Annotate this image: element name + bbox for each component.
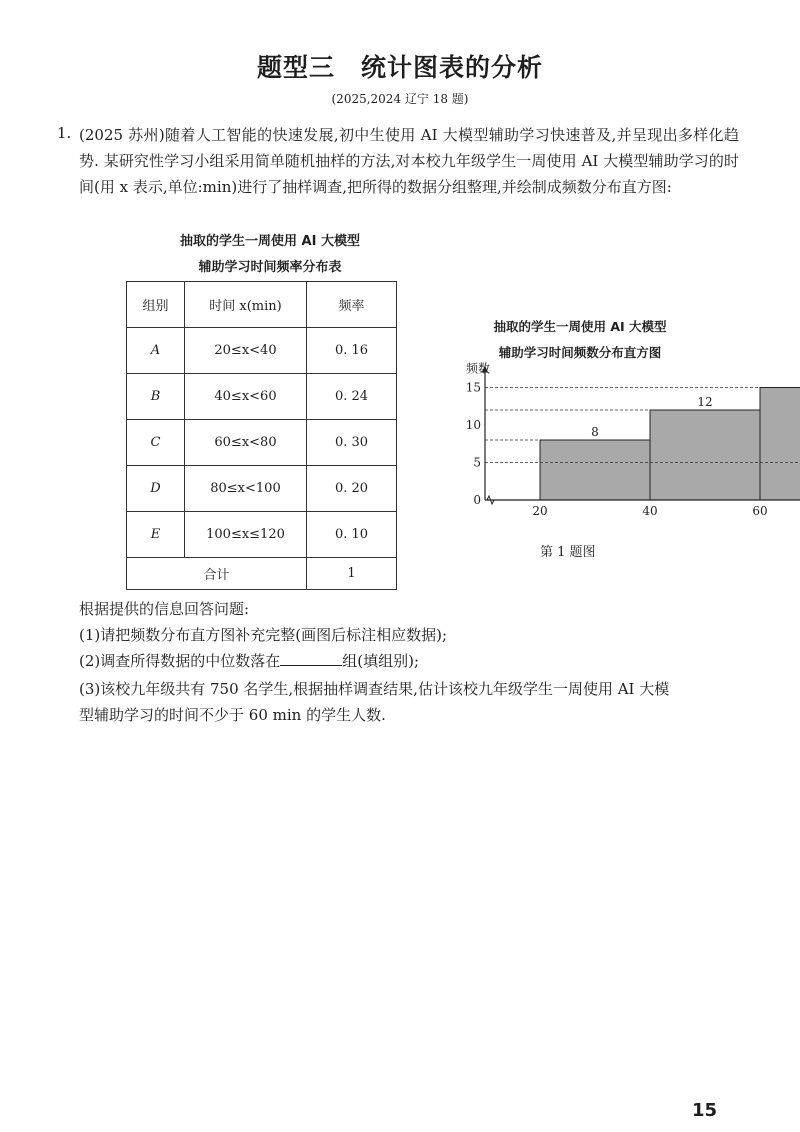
table-total-label: 合计 [127,558,307,590]
table-row [127,328,397,374]
table-cell: C [127,420,185,466]
subquestion-2-text: (2)调查所得数据的中位数落在 [79,652,281,670]
table-caption-line1: 抽取的学生一周使用 AI 大模型 [180,234,360,249]
table-total-value: 1 [307,558,397,590]
histogram-chart [440,361,768,525]
subquestion-1: (1)请把频数分布直方图补充完整(画图后标注相应数据); [79,626,448,644]
y-axis-label: 频数 [466,361,491,376]
page-title: 题型三 统计图表的分析 [256,53,543,82]
subquestion-3-line2: 型辅助学习的时间不少于 60 min 的学生人数. [79,706,386,724]
table-total-row [127,558,397,590]
table-cell: 100≤x≤120 [185,512,307,558]
figure-caption: 第 1 题图 [540,545,596,560]
y-tick-label: 5 [473,455,481,470]
table-row [127,374,397,420]
subquestion-2-text-end: 组(填组别); [342,652,420,670]
histogram-bar [760,388,800,501]
bar-value-label: 8 [591,425,599,439]
histogram-bar [540,440,650,500]
bar-value-label: 12 [697,395,713,409]
x-tick-label: 40 [642,504,658,518]
y-tick-label: 15 [465,380,481,395]
frequency-table [126,281,397,590]
page-number: 15 [692,1100,718,1121]
table-cell: 40≤x<60 [185,374,307,420]
table-cell: 0. 10 [307,512,397,558]
table-caption-line2: 辅助学习时间频率分布表 [198,260,342,275]
table-cell: E [127,512,185,558]
table-cell: A [127,328,185,374]
question-prompt: 根据提供的信息回答问题: [79,600,250,618]
x-tick-label: 60 [752,504,768,518]
table-row [127,420,397,466]
y-tick-label: 0 [473,493,481,507]
table-cell: 80≤x<100 [185,466,307,512]
table-row [127,512,397,558]
table-cell: 60≤x<80 [185,420,307,466]
subquestion-3-line1: (3)该校九年级共有 750 名学生,根据抽样调查结果,估计该校九年级学生一周使用 AI 大模 [79,680,670,698]
answer-blank[interactable] [280,649,342,666]
page-subtitle: (2025,2024 辽宁 18 题) [331,92,469,106]
table-cell: 0. 24 [307,374,397,420]
table-cell: 0. 20 [307,466,397,512]
table-cell: 0. 16 [307,328,397,374]
table-cell: 0. 30 [307,420,397,466]
chart-caption-line2: 辅助学习时间频数分布直方图 [498,345,662,360]
question-number: 1. [57,124,72,142]
y-tick-label: 10 [465,418,481,432]
histogram-bar [650,410,760,500]
chart-caption-line1: 抽取的学生一周使用 AI 大模型 [493,319,667,334]
x-tick-label: 20 [532,504,548,518]
table-cell: 20≤x<40 [185,328,307,374]
table-header-cell: 频率 [307,282,397,328]
subquestion-2 [79,648,419,674]
table-header-row [127,282,397,328]
table-cell: B [127,374,185,420]
table-row [127,466,397,512]
table-header-cell: 组别 [127,282,185,328]
histogram-bars [540,388,800,501]
table-header-cell: 时间 x(min) [185,282,307,328]
question-text: (2025 苏州)随着人工智能的快速发展,初中生使用 AI 大模型辅助学习快速普及,并呈现出多样化趋势. 某研究性学习小组采用简单随机抽样的方法,对本校九年级学生一周使用 AI 大模型辅助学习的时间(用 x 表示,单位:min)进行了抽样调查,把所得的数据分组整理,并绘制成频数分布直方图: [79,126,739,196]
table-cell: D [127,466,185,512]
